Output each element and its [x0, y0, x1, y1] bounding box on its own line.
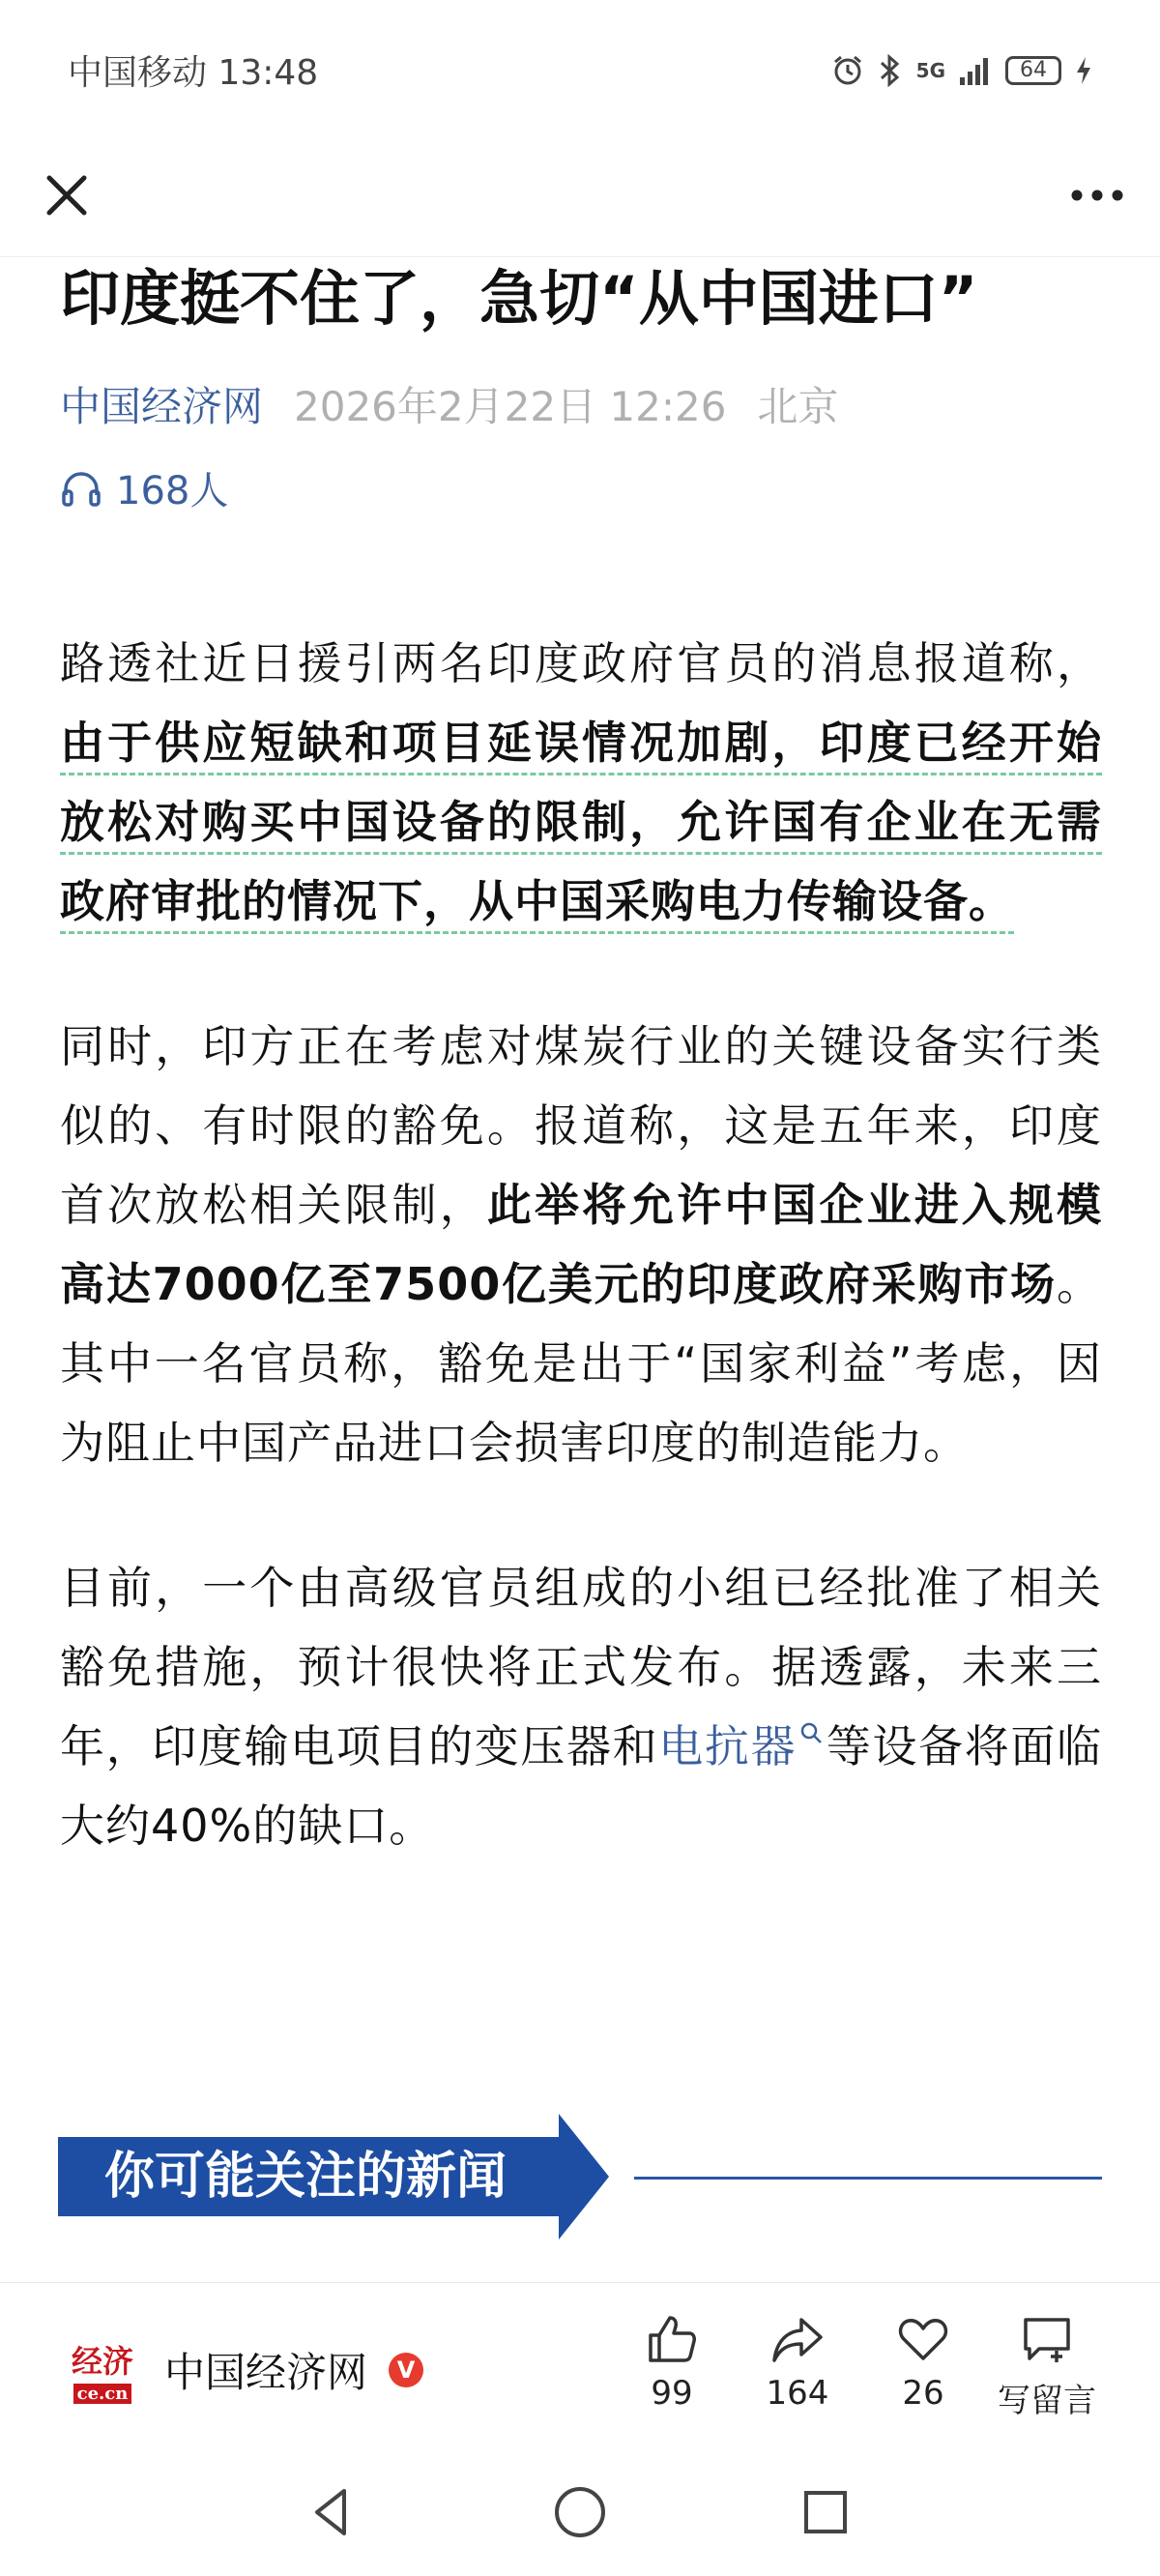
comment-label: 写留言: [998, 2382, 1096, 2420]
publisher-logo: [62, 2329, 143, 2411]
article-title: 印度挺不住了，急切“从中国进口”: [60, 263, 978, 334]
article: [60, 261, 1102, 1865]
battery-indicator: 64: [1005, 56, 1061, 85]
paragraph-2-end: 。其中一名官员称，豁免是出于“国家利益”考虑，因为阻止中国产品进口会损害印度的制造能力。: [60, 1257, 1102, 1469]
favorite-count: 26: [902, 2374, 944, 2413]
share-count: 164: [766, 2374, 829, 2413]
heart-icon: [896, 2312, 950, 2366]
paragraph-3-end: 等设备将面临大约40%的缺口。: [60, 1719, 1103, 1852]
comment-button[interactable]: [994, 2312, 1100, 2421]
paragraph-1-text: 路透社近日援引两名印度政府官员的消息报道称，: [60, 636, 1102, 689]
charging-icon: [1075, 56, 1092, 85]
share-button[interactable]: [744, 2312, 851, 2413]
status-icons: [831, 54, 1092, 87]
like-count: 99: [651, 2374, 693, 2413]
home-icon: [549, 2481, 611, 2543]
article-source[interactable]: 中国经济网: [60, 382, 264, 430]
article-location: 北京: [757, 382, 839, 430]
share-icon: [770, 2312, 825, 2366]
like-button[interactable]: [619, 2312, 725, 2413]
publisher-logo-text: 经济: [71, 2342, 133, 2380]
related-divider: [634, 2177, 1102, 2180]
close-button[interactable]: [33, 161, 101, 229]
related-news-header: [58, 2114, 1102, 2239]
status-bar: [0, 0, 1160, 140]
back-button[interactable]: [302, 2481, 363, 2543]
more-button[interactable]: [1063, 161, 1131, 229]
alarm-icon: [831, 54, 864, 87]
publisher-name: 中国经济网: [164, 2349, 368, 2396]
paragraph-3-start: 目前，一个由高级官员组成的小组已经批准了相关豁免措施，预计很快将正式发布。据透露，未来三年，印度输电项目的变压器和: [60, 1561, 1102, 1772]
paragraph-1: [60, 624, 1102, 941]
related-news-title: 你可能关注的新闻: [104, 2148, 508, 2206]
paragraph-1-highlight[interactable]: 由于供应短缺和项目延误情况加剧，印度已经开始放松对购买中国设备的限制，允许国有企业在无需政府审批的情况下，从中国采购电力传输设备。: [60, 717, 1102, 934]
search-icon[interactable]: [798, 1720, 824, 1745]
listen-count[interactable]: [60, 460, 228, 515]
thumbs-up-icon: [645, 2312, 699, 2366]
bottom-action-bar: [0, 2282, 1160, 2447]
carrier-time: 中国移动 13:48: [68, 53, 319, 93]
bluetooth-icon: [878, 54, 903, 87]
headphones-icon: [60, 466, 102, 509]
paragraph-3: [60, 1548, 1102, 1865]
more-icon: [1063, 161, 1131, 229]
article-date: 2026年2月22日 12:26: [294, 382, 727, 430]
publisher-info[interactable]: [62, 2329, 423, 2411]
article-meta: [60, 375, 1102, 433]
paragraph-2-bold: 此举将允许中国企业进入规模高达7000亿至7500亿美元的印度政府采购市场: [60, 1178, 1103, 1310]
home-button[interactable]: [549, 2481, 611, 2543]
system-nav-bar: [0, 2446, 1160, 2576]
listen-count-label: 168人: [116, 468, 229, 513]
recents-icon: [795, 2481, 856, 2543]
signal-bars-icon: [959, 56, 992, 85]
signal-label: 5G: [915, 58, 945, 82]
reactor-link[interactable]: 电抗器: [658, 1719, 798, 1772]
paragraph-2: [60, 1007, 1102, 1482]
top-bar: [0, 140, 1160, 257]
close-icon: [33, 161, 101, 229]
back-icon: [302, 2481, 363, 2543]
publisher-logo-sub: ce.cn: [73, 2384, 132, 2404]
favorite-button[interactable]: [870, 2312, 976, 2413]
recents-button[interactable]: [795, 2481, 856, 2543]
verified-badge: V: [389, 2353, 423, 2387]
comment-icon: [1020, 2312, 1074, 2366]
paragraph-2-start: 同时，印方正在考虑对煤炭行业的关键设备实行类似的、有时限的豁免。报道称，这是五年来，印度首次放松相关限制，: [60, 1019, 1102, 1231]
